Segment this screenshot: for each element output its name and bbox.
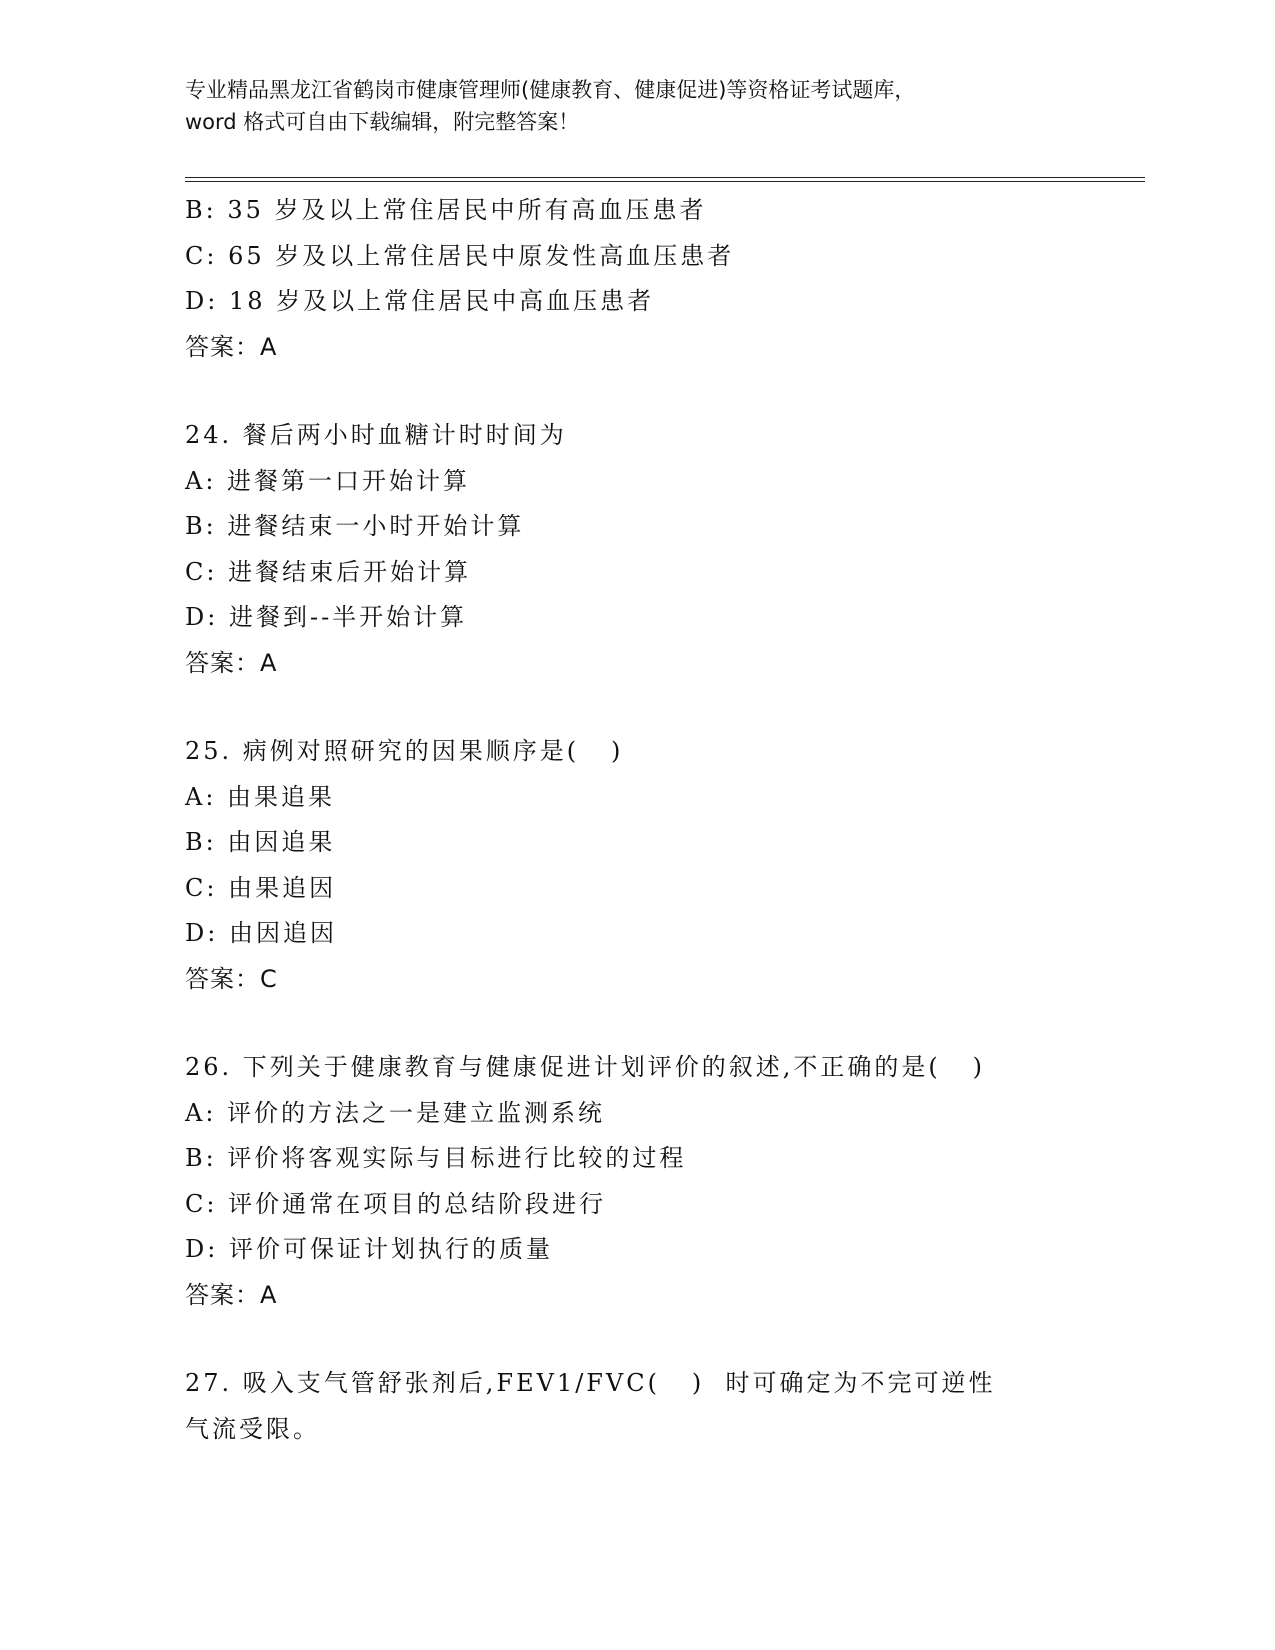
option-d: D: 进餐到--半开始计算: [185, 603, 468, 631]
option-a: A: 评价的方法之一是建立监测系统: [185, 1098, 606, 1127]
option-b: B: 进餐结束一小时开始计算: [185, 512, 525, 540]
option-c: C: 评价通常在项目的总结阶段进行: [185, 1189, 607, 1218]
question-23-continued: [185, 188, 1145, 370]
option-b: B: 由因追果: [185, 828, 336, 856]
question-text-line2: 气流受限。: [185, 1414, 320, 1443]
question-text: 26. 下列关于健康教育与健康促进计划评价的叙述,不正确的是( ): [185, 1053, 986, 1081]
option-d: D: 18 岁及以上常住居民中高血压患者: [185, 287, 655, 315]
question-list: [185, 188, 1145, 1452]
option-c: C: 65 岁及以上常住居民中原发性高血压患者: [185, 241, 735, 270]
spacer: [185, 1318, 1145, 1361]
header-divider-top: [185, 177, 1145, 178]
header-title-line2: word 格式可自由下载编辑，附完整答案！: [185, 110, 580, 134]
option-b: B: 35 岁及以上常住居民中所有高血压患者: [185, 196, 707, 224]
question-24: [185, 413, 1145, 686]
header-divider-bottom: [185, 181, 1145, 182]
answer: 答案：C: [185, 964, 278, 993]
option-d: D: 由因追因: [185, 919, 337, 947]
option-c: C: 由果追因: [185, 873, 337, 902]
question-text: 25. 病例对照研究的因果顺序是( ): [185, 737, 624, 765]
answer: 答案：A: [185, 332, 278, 361]
question-25: [185, 729, 1145, 1002]
question-26: [185, 1045, 1145, 1318]
answer: 答案：A: [185, 648, 278, 677]
question-text: 24. 餐后两小时血糖计时时间为: [185, 421, 567, 449]
spacer: [185, 1002, 1145, 1045]
header-title-line1: 专业精品黑龙江省鹤岗市健康管理师(健康教育、健康促进)等资格证考试题库，: [185, 78, 916, 102]
spacer: [185, 370, 1145, 413]
option-c: C: 进餐结束后开始计算: [185, 557, 472, 586]
spacer: [185, 686, 1145, 729]
document-header: [185, 74, 1085, 138]
option-a: A: 进餐第一口开始计算: [185, 466, 471, 495]
question-27: [185, 1361, 1145, 1452]
question-text-line1: 27. 吸入支气管舒张剂后,FEV1/FVC( ) 时可确定为不完可逆性: [185, 1369, 996, 1397]
answer: 答案：A: [185, 1280, 278, 1309]
option-b: B: 评价将客观实际与目标进行比较的过程: [185, 1144, 687, 1172]
option-d: D: 评价可保证计划执行的质量: [185, 1235, 553, 1263]
option-a: A: 由果追果: [185, 782, 336, 811]
